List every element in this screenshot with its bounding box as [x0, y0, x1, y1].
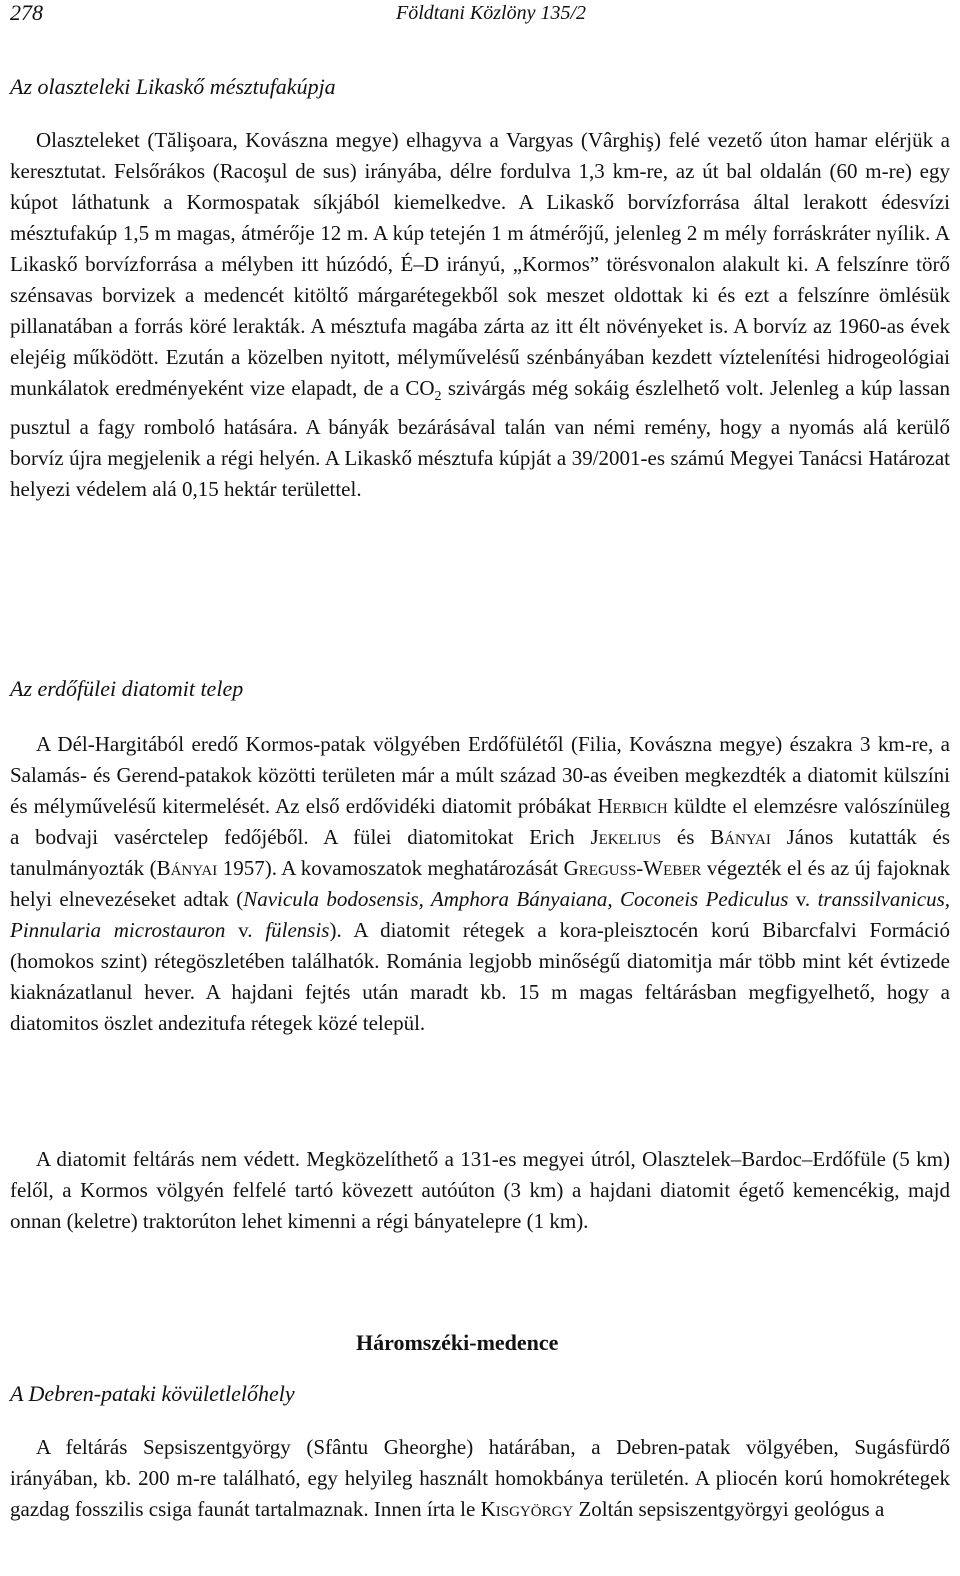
author-name-banyai: Bányai — [710, 825, 771, 849]
text-run: szivárgás még sokáig észlelhető volt. Jelenleg a kúp lassan pusztul a fagy romboló hatására. A bányák bezárásával talán van némi remény, hogy a nyomás alá kerülő borvíz újra megjelenik a régi helyén. A Likaskő mésztufa kúpját a 39/2001-es számú Megyei Tanácsi Határozat helyezi védelem alá 0,15 hektár területtel. — [10, 376, 950, 502]
page-number: 278 — [10, 0, 43, 25]
text-run: v. — [788, 887, 818, 911]
text-run: Zoltán sepsiszentgyörgyi geológus a — [573, 1497, 885, 1521]
text-run: A feltárás Sepsiszentgyörgy (Sfântu Gheorghe) határában, a Debren-patak völgyében, Sugásfürdő irányában, kb. 200 m-re található, egy helyileg használt homokbánya területén. A pliocén korú homokrétegek gazdag fosszilis csiga faunát tartalmaznak. Innen írta le — [10, 1435, 950, 1521]
author-name-jekelius: Jekelius — [590, 825, 662, 849]
paragraph-diatomit-1 — [10, 729, 950, 1039]
text-run: és — [661, 825, 711, 849]
species-names: transsilvanicus, Pinnularia microstauron — [10, 887, 950, 942]
author-name-kisgyorgy: Kisgyörgy — [480, 1497, 574, 1521]
page-header — [10, 0, 950, 30]
running-head-journal: Földtani Közlöny 135/2 — [396, 2, 586, 24]
text-run: ). A diatomit rétegek a kora-pleisztocén korú Bibarcfalvi Formáció (homokos szint) rétegöszletében találhatók. Románia legjobb minőségű diatomitja már több mint két évtizede kiaknázatlanul hever. A hajdani fejtés után maradt kb. 15 m magas feltárásban megfigyelhető, hogy a diatomitos öszlet andezitufa rétegek közé települ. — [10, 918, 950, 1035]
subscript-2: 2 — [434, 389, 442, 405]
section-title-debren: A Debren-pataki kövületlelőhely — [10, 1381, 295, 1406]
text-run: végezték el és az új fajoknak helyi elnevezéseket adtak ( — [10, 856, 950, 911]
species-names: Navicula bodosensis, Amphora Bányaiana, Coconeis Pediculus — [243, 887, 789, 911]
text-run: Olaszteleket (Tălişoara, Kovászna megye) elhagyva a Vargyas (Vârghiş) felé vezető úton hamar elérjük a keresztutat. Felsőrákos (Racoşul de sus) irányába, délre fordulva 1,3 km-re, az út bal oldalán (60 m-re) egy kúpot láthatunk a Kormospatak síkjából kiemelkedve. A Likaskő borvízforrása által lerakott édesvízi mésztufakúp 1,5 m magas, átmérője 12 m. A kúp tetején 1 m átmérőjű, jelenleg 2 m mély forráskráter nyílik. A Likaskő borvízforrása a mélyben itt húzódó, É–D irányú, „Kormos” törésvonalon alakult ki. A felszínre törő szénsavas borvizek a medencét kitöltő márgarétegekből sok meszet oldottak ki és ezt a felszínre ömlésük pillanatában a forrás köré lerakták. A mésztufa magába zárta az itt élt növényeket is. A borvíz az 1960-as évek elejéig működött. Ezután a közelben nyitott, mélyművelésű szénbányában kezdett víztelenítési hidrogeológiai munkálatok eredményeként vize elapadt, de a — [10, 128, 950, 400]
species-names: fülensis — [265, 918, 330, 942]
section-title-likasko: Az olaszteleki Likaskő mésztufakúpja — [10, 74, 336, 99]
text-run: A Dél-Hargitából eredő Kormos-patak völgyében Erdőfülétől (Filia, Kovászna megye) északra 3 km-re, a Salamás- és Gerend-patakok közötti területen már a múlt század 30-as éveiben megkezdték a diatomit külszíni és mélyművelésű kitermelését. Az első erdővidéki diatomit próbákat — [10, 732, 950, 818]
text-run-co2: CO — [405, 376, 435, 400]
region-heading: Háromszéki-medence — [356, 1330, 559, 1355]
paragraph-likasko — [10, 125, 950, 505]
section-title-diatomit: Az erdőfülei diatomit telep — [10, 676, 244, 701]
text-run: A diatomit feltárás nem védett. Megközelíthető a 131-es megyei útról, Olasztelek–Bardoc–Erdőfüle (5 km) felől, a Kormos völgyén felfelé tartó kövezett autóúton (3 km) a hajdani diatomit égető kemencékig, majd onnan (keletre) traktorúton lehet kimenni a régi bányatelepre (1 km). — [10, 1147, 950, 1233]
text-run: küldte el elemzésre valószínüleg a bodvaji vasérctelep fedőjéből. A fülei diatomitokat Erich — [10, 794, 950, 849]
text-run: v. — [225, 918, 266, 942]
text-run: 1957). A kovamoszatok meghatározását — [217, 856, 564, 880]
text-run: János kutatták és tanulmányozták ( — [10, 825, 950, 880]
paragraph-diatomit-2 — [10, 1144, 950, 1237]
paragraph-debren — [10, 1432, 950, 1525]
author-name-greguss-weber: Greguss-Weber — [563, 856, 702, 880]
author-name-herbich: Herbich — [597, 794, 668, 818]
author-name-banyai-citation: Bányai — [156, 856, 218, 880]
